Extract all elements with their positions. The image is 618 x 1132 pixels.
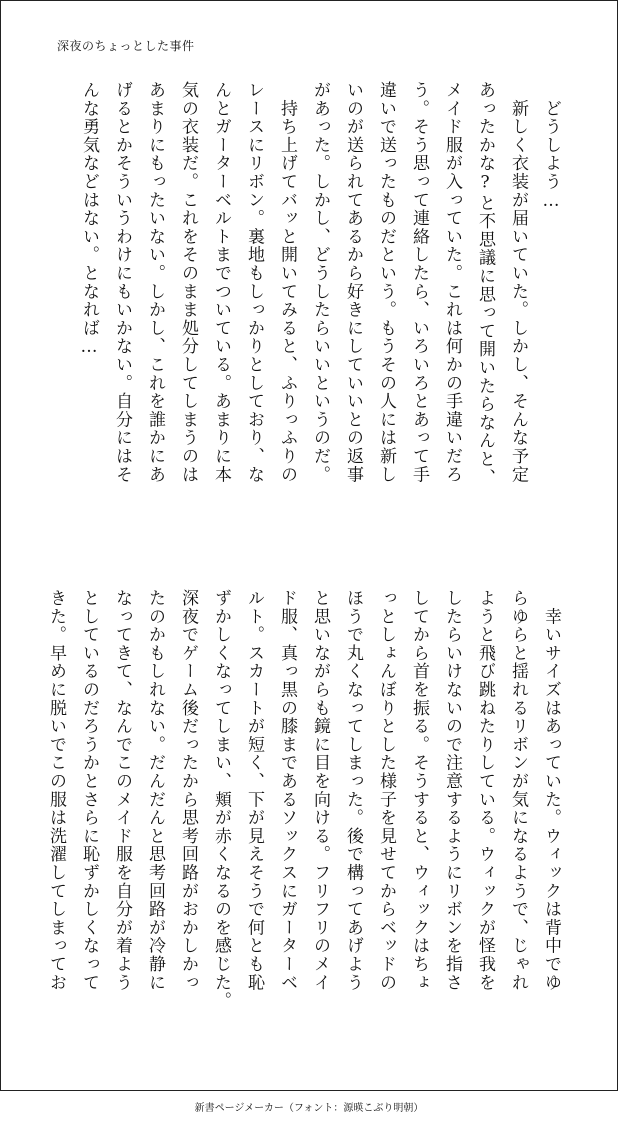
text-line: したらいけないので注意するようにリボンを指さ — [442, 589, 462, 992]
text-line: あまりにもったいない。しかし、これを誰かにあ — [145, 81, 165, 484]
footer-credit: 新書ページメーカー（フォント：源暎こぶり明朝） — [194, 1103, 424, 1114]
text-line: と思いながらも鏡に目を向ける。フリフリのメイ — [310, 589, 330, 992]
text-line: う。そう思って連絡したら、いろいろとあって手 — [409, 81, 429, 484]
text-line: 持ち上げてバッと開いてみると、ふりっふりの — [277, 81, 297, 484]
text-line: どうしよう… — [541, 81, 561, 213]
text-line: らゆらと揺れるリボンが気になるようで、じゃれ — [508, 589, 528, 992]
text-line: っとしょんぼりとした様子を見せてからベッドの — [376, 589, 396, 992]
text-line: レースにリボン。裏地もしっかりとしており、な — [244, 81, 264, 484]
lower-text-block — [46, 589, 567, 1047]
text-line: んとガーターベルトまでついている。あまりに本 — [211, 81, 231, 484]
text-line: があった。しかし、どうしたらいいというのだ。 — [310, 81, 330, 484]
text-line: 気の衣装だ。これをそのまま処分してしまうのは — [178, 81, 198, 484]
text-line: 幸いサイズはあっていた。ウィックは背中でゆ — [541, 589, 561, 992]
text-line: たのかもしれない。だんだんと思考回路が冷静に — [145, 589, 165, 992]
text-line: ルト。スカートが短く、下が見えそうで何とも恥 — [244, 589, 264, 992]
text-line: メイド服が入っていた。これは何かの手違いだろ — [442, 81, 462, 484]
text-line: きた。早めに脱いでこの服は洗濯してしまってお — [46, 589, 66, 992]
text-line: 違いで送ったものだという。もうその人には新し — [376, 81, 396, 484]
text-line: としているのだろうかとさらに恥ずかしくなって — [79, 589, 99, 992]
text-line: ようと飛び跳ねたりしている。ウィックが怪我を — [475, 589, 495, 992]
page-title: 深夜のちょっとした事件 — [57, 39, 195, 53]
upper-text-block — [72, 81, 567, 539]
text-line: んな勇気などはない。となれば… — [79, 81, 99, 359]
text-line: ド服、真っ黒の膝まであるソックスにガーターベ — [277, 589, 297, 992]
text-line: あったかな?と不思議に思って開いたらなんと、 — [475, 81, 495, 487]
text-line: なってきて、なんでこのメイド服を自分が着よう — [112, 589, 132, 992]
text-line: 新しく衣装が届いていた。しかし、そんな予定 — [508, 81, 528, 484]
text-line: 深夜でゲーム後だったから思考回路がおかしかっ — [178, 589, 198, 992]
text-line: ずかしくなってしまい、頬が赤くなるのを感じた。 — [211, 589, 231, 1010]
text-line: いのが送られてあるから好きにしていいとの返事 — [343, 81, 363, 484]
text-line: してから首を振る。そうすると、ウィックはちょ — [409, 589, 429, 992]
text-line: げるとかそういうわけにもいかない。自分にはそ — [112, 81, 132, 484]
text-line: ほうで丸くなってしまった。後で構ってあげよう — [343, 589, 363, 992]
